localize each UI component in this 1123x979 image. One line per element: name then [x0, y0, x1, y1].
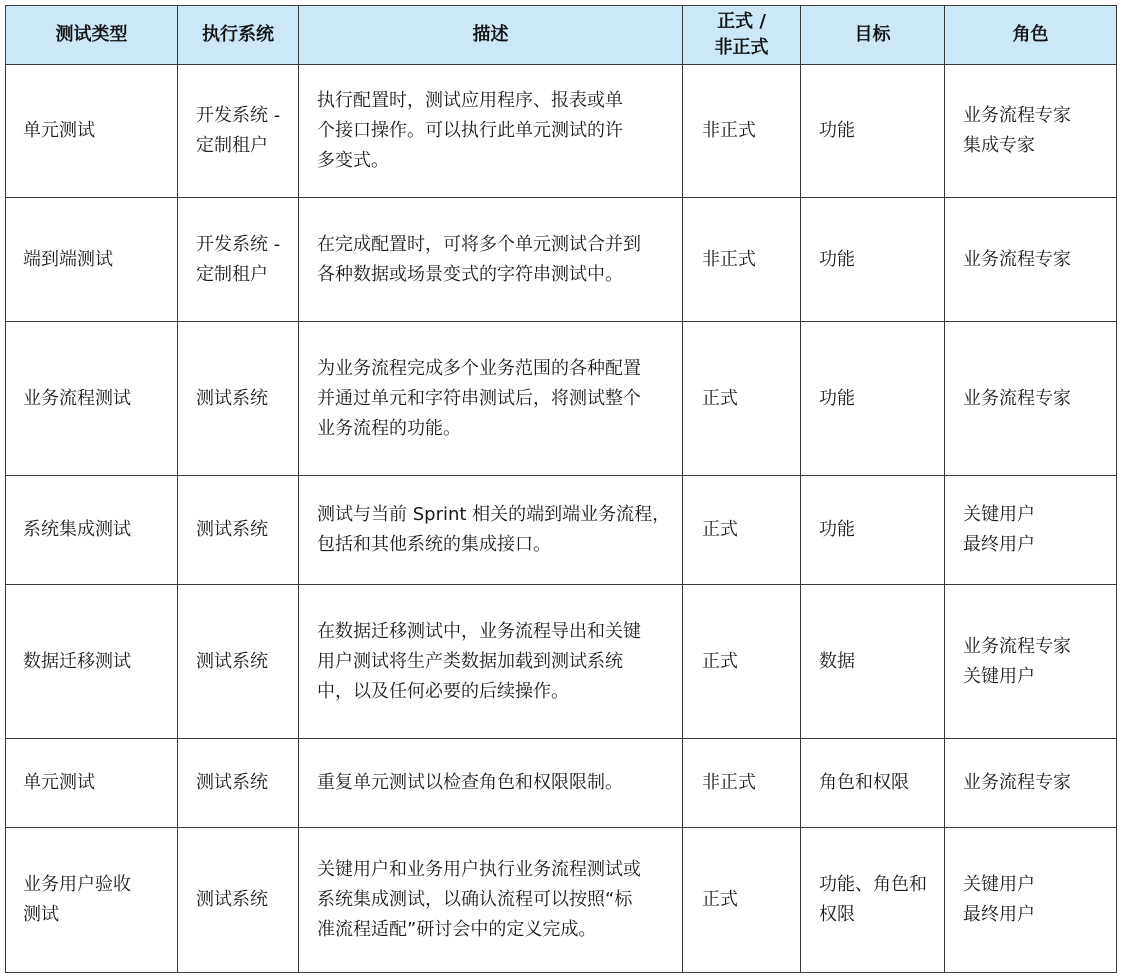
- text-line: 最终用户: [963, 534, 1035, 555]
- text-line: 用户测试将生产类数据加载到测试系统: [317, 650, 623, 672]
- text-line: 测试系统: [196, 650, 268, 672]
- cell-system: [178, 739, 299, 828]
- cell-description: [299, 198, 683, 322]
- cell-goal: [801, 65, 945, 198]
- text-line: 单元测试: [23, 120, 95, 141]
- cell-test-type-text: [23, 515, 177, 545]
- text-line: 包括和其他系统的集成接口。: [317, 534, 551, 555]
- cell-system: [178, 198, 299, 322]
- cell-role: [945, 198, 1117, 322]
- cell-system: [178, 476, 299, 585]
- cell-description-text: [317, 500, 670, 560]
- text-line: 测试与当前 Sprint 相关的端到端业务流程，: [317, 504, 671, 525]
- text-line: 为业务流程完成多个业务范围的各种配置: [317, 357, 641, 379]
- text-line: 系统集成测试，以确认流程可以按照“标: [317, 889, 633, 910]
- cell-goal-text: [819, 768, 944, 798]
- text-line: 开发系统 -: [196, 233, 281, 255]
- cell-goal-text: [819, 515, 944, 545]
- cell-role-text: [963, 245, 1116, 275]
- text-line: 中，以及任何必要的后续操作。: [317, 680, 569, 702]
- cell-role: [945, 585, 1117, 739]
- cell-description-text: [317, 768, 670, 798]
- cell-role: [945, 65, 1117, 198]
- table-row: [6, 198, 1117, 322]
- cell-system-text: [196, 647, 292, 677]
- text-line: 个接口操作。可以执行此单元测试的许: [317, 120, 623, 141]
- cell-description: [299, 476, 683, 585]
- text-line: 业务流程测试: [23, 387, 131, 409]
- cell-role: [945, 739, 1117, 828]
- text-line: 测试系统: [196, 387, 268, 409]
- cell-test-type-text: [23, 768, 177, 798]
- cell-role-text: [963, 870, 1116, 930]
- cell-goal-text: [819, 870, 944, 930]
- cell-role: [945, 322, 1117, 476]
- table-row: [6, 476, 1117, 585]
- cell-role: [945, 828, 1117, 973]
- text-line: 准流程适配”研讨会中的定义完成。: [317, 919, 597, 940]
- table-row: [6, 739, 1117, 828]
- header-formal: [683, 6, 801, 65]
- cell-test-type-text: [23, 870, 177, 930]
- cell-description: [299, 322, 683, 476]
- text-line: 业务流程专家: [963, 105, 1071, 126]
- text-line: 多变式。: [317, 150, 389, 171]
- cell-role-text: [963, 768, 1116, 798]
- text-line: 定制租户: [196, 263, 268, 285]
- cell-test-type-text: [23, 647, 177, 677]
- cell-system: [178, 828, 299, 973]
- cell-formal: 正式: [683, 585, 801, 739]
- cell-description-text: [317, 354, 670, 444]
- cell-description: [299, 828, 683, 973]
- cell-test-type: [6, 65, 178, 198]
- cell-description-text: [317, 855, 670, 945]
- text-line: 执行配置时，测试应用程序、报表或单: [317, 90, 623, 111]
- cell-test-type: [6, 198, 178, 322]
- cell-description: [299, 585, 683, 739]
- header-row: [6, 6, 1117, 65]
- text-line: 各种数据或场景变式的字符串测试中。: [317, 263, 623, 285]
- cell-test-type: [6, 585, 178, 739]
- text-line: 关键用户和业务用户执行业务流程测试或: [317, 859, 641, 880]
- cell-description-text: [317, 617, 670, 707]
- cell-test-type-text: [23, 245, 177, 275]
- text-line: 单元测试: [23, 772, 95, 793]
- cell-goal: [801, 198, 945, 322]
- cell-system-text: [196, 515, 292, 545]
- cell-system-text: [196, 885, 292, 915]
- cell-test-type: [6, 828, 178, 973]
- text-line: 测试系统: [196, 772, 268, 793]
- text-line: 在数据迁移测试中，业务流程导出和关键: [317, 620, 641, 642]
- table-row: [6, 828, 1117, 973]
- text-line: 数据: [819, 650, 855, 672]
- cell-goal: [801, 476, 945, 585]
- header-goal: 目标: [801, 6, 945, 65]
- cell-formal: 正式: [683, 828, 801, 973]
- cell-test-type: [6, 322, 178, 476]
- cell-system-text: [196, 230, 292, 290]
- cell-formal: 非正式: [683, 739, 801, 828]
- header-role: 角色: [945, 6, 1117, 65]
- table-row: [6, 322, 1117, 476]
- header-formal-line2: 非正式: [714, 37, 769, 58]
- cell-goal: [801, 828, 945, 973]
- cell-goal-text: [819, 116, 944, 146]
- text-line: 最终用户: [963, 904, 1035, 925]
- text-line: 角色和权限: [819, 772, 909, 793]
- text-line: 功能: [819, 519, 855, 540]
- text-line: 功能: [819, 387, 855, 409]
- cell-test-type-text: [23, 116, 177, 146]
- text-line: 并通过单元和字符串测试后，将测试整个: [317, 387, 641, 409]
- header-test-type: 测试类型: [6, 6, 178, 65]
- text-line: 数据迁移测试: [23, 650, 131, 672]
- cell-formal: 正式: [683, 476, 801, 585]
- text-line: 系统集成测试: [23, 519, 131, 540]
- text-line: 功能: [819, 120, 855, 141]
- table-row: [6, 65, 1117, 198]
- text-line: 重复单元测试以检查角色和权限限制。: [317, 772, 623, 793]
- cell-formal: 正式: [683, 322, 801, 476]
- text-line: 定制租户: [196, 135, 268, 156]
- cell-role-text: [963, 384, 1116, 414]
- cell-description: [299, 739, 683, 828]
- text-line: 开发系统 -: [196, 105, 281, 126]
- cell-role-text: [963, 101, 1116, 161]
- text-line: 测试系统: [196, 889, 268, 910]
- cell-system-text: [196, 768, 292, 798]
- text-line: 关键用户: [963, 665, 1035, 687]
- cell-goal-text: [819, 245, 944, 275]
- cell-role: [945, 476, 1117, 585]
- cell-formal: 非正式: [683, 198, 801, 322]
- text-line: 业务流程专家: [963, 248, 1071, 270]
- text-line: 在完成配置时，可将多个单元测试合并到: [317, 233, 641, 255]
- table-row: [6, 585, 1117, 739]
- cell-goal-text: [819, 384, 944, 414]
- text-line: 业务流程的功能。: [317, 417, 461, 439]
- header-system: 执行系统: [178, 6, 299, 65]
- cell-test-type: [6, 476, 178, 585]
- text-line: 业务用户验收: [23, 874, 131, 895]
- text-line: 权限: [819, 904, 855, 925]
- text-line: 测试系统: [196, 519, 268, 540]
- test-types-table: [5, 5, 1117, 973]
- cell-goal: [801, 322, 945, 476]
- text-line: 测试: [23, 904, 59, 925]
- cell-role-text: [963, 500, 1116, 560]
- text-line: 关键用户: [963, 504, 1035, 525]
- header-description: 描述: [299, 6, 683, 65]
- cell-description: [299, 65, 683, 198]
- text-line: 业务流程专家: [963, 387, 1071, 409]
- cell-role-text: [963, 632, 1116, 692]
- cell-goal-text: [819, 647, 944, 677]
- cell-formal: 非正式: [683, 65, 801, 198]
- cell-test-type-text: [23, 384, 177, 414]
- text-line: 功能: [819, 248, 855, 270]
- cell-goal: [801, 585, 945, 739]
- text-line: 业务流程专家: [963, 635, 1071, 657]
- cell-system-text: [196, 384, 292, 414]
- cell-test-type: [6, 739, 178, 828]
- text-line: 业务流程专家: [963, 772, 1071, 793]
- text-line: 关键用户: [963, 874, 1035, 895]
- text-line: 端到端测试: [23, 248, 113, 270]
- cell-description-text: [317, 230, 670, 290]
- cell-system: [178, 65, 299, 198]
- cell-system: [178, 585, 299, 739]
- header-formal-line1: 正式 /: [717, 11, 766, 32]
- text-line: 集成专家: [963, 135, 1035, 156]
- text-line: 功能、角色和: [819, 874, 927, 895]
- cell-system: [178, 322, 299, 476]
- cell-description-text: [317, 86, 670, 176]
- cell-system-text: [196, 101, 292, 161]
- cell-goal: [801, 739, 945, 828]
